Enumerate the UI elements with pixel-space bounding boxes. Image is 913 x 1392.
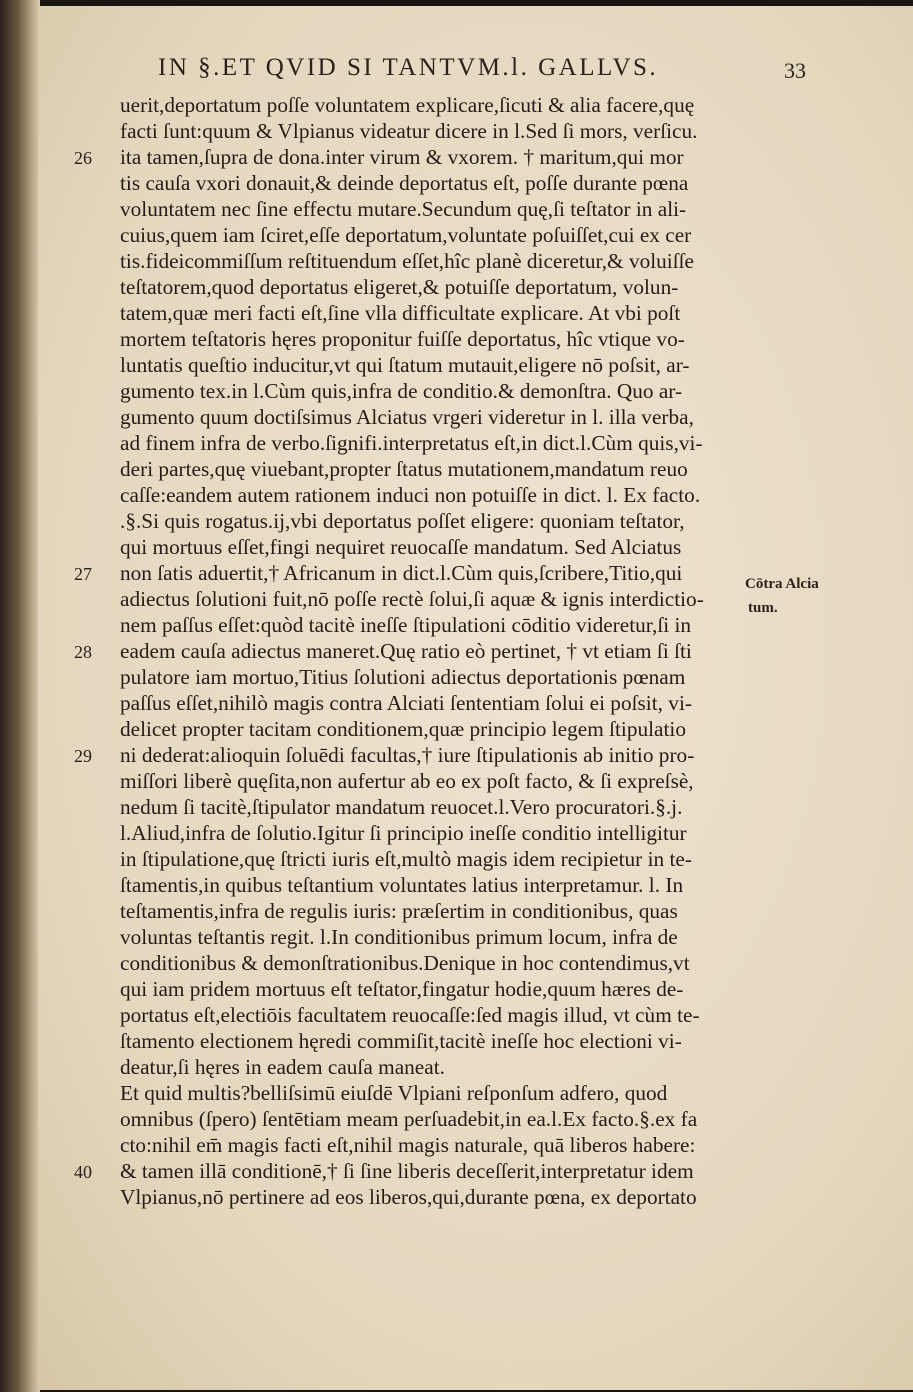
text-line: gumento quum doctiſsimus Alciatus vrgeri videretur in l. illa verba, xyxy=(120,405,694,429)
text-line: teſtatorem,quod deportatus eligeret,& potuiſſe deportatum, volun- xyxy=(120,275,679,299)
text-line: tatem,quæ meri facti eſt,ſine vlla difficultate explicare. At vbi poſt xyxy=(120,301,681,325)
text-line: qui iam pridem mortuus eſt teſtator,fingatur hodie,quum hæres de- xyxy=(120,977,684,1001)
text-line: facti ſunt:quum & Vlpianus videatur dicere in l.Sed ſi mors, verſicu. xyxy=(120,119,698,143)
text-line: caſſe:eandem autem rationem induci non potuiſſe in dict. l. Ex facto. xyxy=(120,483,701,507)
page-number: 33 xyxy=(784,58,806,83)
text-line: Et quid multis?belliſsimū eiuſdē Vlpiani reſponſum adfero, quod xyxy=(120,1081,668,1105)
text-line: uerit,deportatum poſſe voluntatem explicare,ſicuti & alia facere,quę xyxy=(120,93,695,117)
text-line: ad finem infra de verbo.ſignifi.interpretatus eſt,in dict.l.Cùm quis,vi- xyxy=(120,431,703,455)
text-line: non ſatis aduertit,† Africanum in dict.l.Cùm quis,ſcribere,Titio,qui xyxy=(120,561,683,585)
running-title: IN §.ET QVID SI TANTVM.l. GALLVS. xyxy=(158,54,659,81)
line-number: 40 xyxy=(74,1162,92,1182)
marginal-note-1: Cōtra Alcia xyxy=(745,576,819,592)
text-line: in ſtipulatione,quę ſtricti iuris eſt,multò magis idem recipietur in te- xyxy=(120,847,692,871)
text-line: delicet propter tacitam conditionem,quæ principio legem ſtipulatio xyxy=(120,717,686,741)
text-line: miſſori liberè quęſita,non aufertur ab eo ex poſt facto, & ſi expreſsè, xyxy=(120,769,694,793)
text-line: cuius,quem iam ſciret,eſſe deportatum,voluntate poſuiſſet,cui ex cer xyxy=(120,223,692,247)
text-line: luntatis queſtio inducitur,vt qui ſtatum mutauit,eligere nō poſsit, ar- xyxy=(120,353,690,377)
text-line: l.Aliud,infra de ſolutio.Igitur ſi principio ineſſe conditio intelligitur xyxy=(120,821,687,845)
text-line: .§.Si quis rogatus.ij,vbi deportatus poſſet eligere: quoniam teſtator, xyxy=(120,509,685,533)
text-line: tis cauſa vxori donauit,& deinde deportatus eſt, poſſe durante pœna xyxy=(120,171,689,195)
text-line: ſtamentis,in quibus teſtantium voluntates latius interpretamur. l. In xyxy=(120,873,684,897)
line-number: 27 xyxy=(74,564,92,584)
line-number: 29 xyxy=(74,746,92,766)
text-line: ſtamento electionem hęredi commiſit,tacitè ineſſe hoc electioni vi- xyxy=(120,1029,682,1053)
text-line: cto:nihil em̄ magis facti eſt,nihil magis naturale, quā liberos habere: xyxy=(120,1133,696,1157)
text-line: voluntas teſtantis regit. l.In conditionibus primum locum, infra de xyxy=(120,925,678,949)
text-line: ni dederat:alioquin ſoluēdi facultas,† iure ſtipulationis ab initio pro- xyxy=(120,743,695,767)
text-line: conditionibus & demonſtrationibus.Denique in hoc contendimus,vt xyxy=(120,951,690,975)
text-line: gumento tex.in l.Cùm quis,infra de conditio.& demonſtra. Quo ar- xyxy=(120,379,683,403)
text-line: mortem teſtatoris hęres proponitur fuiſſe deportatus, hîc vtique vo- xyxy=(120,327,685,351)
page-header xyxy=(118,54,806,90)
book-spine-shadow xyxy=(0,0,40,1392)
text-line: Vlpianus,nō pertinere ad eos liberos,qui,durante pœna, ex deportato xyxy=(120,1185,697,1209)
text-line: pulatore iam mortuo,Titius ſolutioni adiectus deportationis pœnam xyxy=(120,665,686,689)
text-line: portatus eſt,electiōis facultatem reuocaſſe:ſed magis illud, vt cùm te- xyxy=(120,1003,700,1027)
text-line: ita tamen,ſupra de dona.inter virum & vxorem. † maritum,qui mor xyxy=(120,145,684,169)
text-line: adiectus ſolutioni fuit,nō poſſe rectè ſolui,ſi aquæ & ignis interdictio- xyxy=(120,587,704,611)
text-line: & tamen illā conditionē,† ſi ſine liberis deceſſerit,interpretatur idem xyxy=(120,1159,694,1183)
text-line: omnibus (ſpero) ſentētiam meam perſuadebit,in ea.l.Ex facto.§.ex fa xyxy=(120,1107,698,1131)
text-line: nem paſſus eſſet:quòd tacitè ineſſe ſtipulationi cōditio videretur,ſi in xyxy=(120,613,692,637)
text-line: teſtamentis,infra de regulis iuris: præſertim in conditionibus, quas xyxy=(120,899,678,923)
text-line: tis.fideicommiſſum reſtituendum eſſet,hîc planè diceretur,& voluiſſe xyxy=(120,249,695,273)
text-line: nedum ſi tacitè,ſtipulator mandatum reuocet.l.Vero procuratori.§.j. xyxy=(120,795,683,819)
text-line: deatur,ſi hęres in eadem cauſa maneat. xyxy=(120,1055,445,1079)
text-line: deri partes,quę viuebant,propter ſtatus mutationem,mandatum reuo xyxy=(120,457,688,481)
text-line: voluntatem nec ſine effectu mutare.Secundum quę,ſi teſtator in ali- xyxy=(120,197,687,221)
text-line: qui mortuus eſſet,fingi nequiret reuocaſſe mandatum. Sed Alciatus xyxy=(120,535,682,559)
line-number: 28 xyxy=(74,642,92,662)
text-line: paſſus eſſet,nihilò magis contra Alciati ſententiam ſolui ei poſsit, vi- xyxy=(120,691,692,715)
line-number: 26 xyxy=(74,148,92,168)
marginal-note-2: tum. xyxy=(748,600,778,616)
text-line: eadem cauſa adiectus maneret.Quę ratio eò pertinet, † vt etiam ſi ſti xyxy=(120,639,692,663)
